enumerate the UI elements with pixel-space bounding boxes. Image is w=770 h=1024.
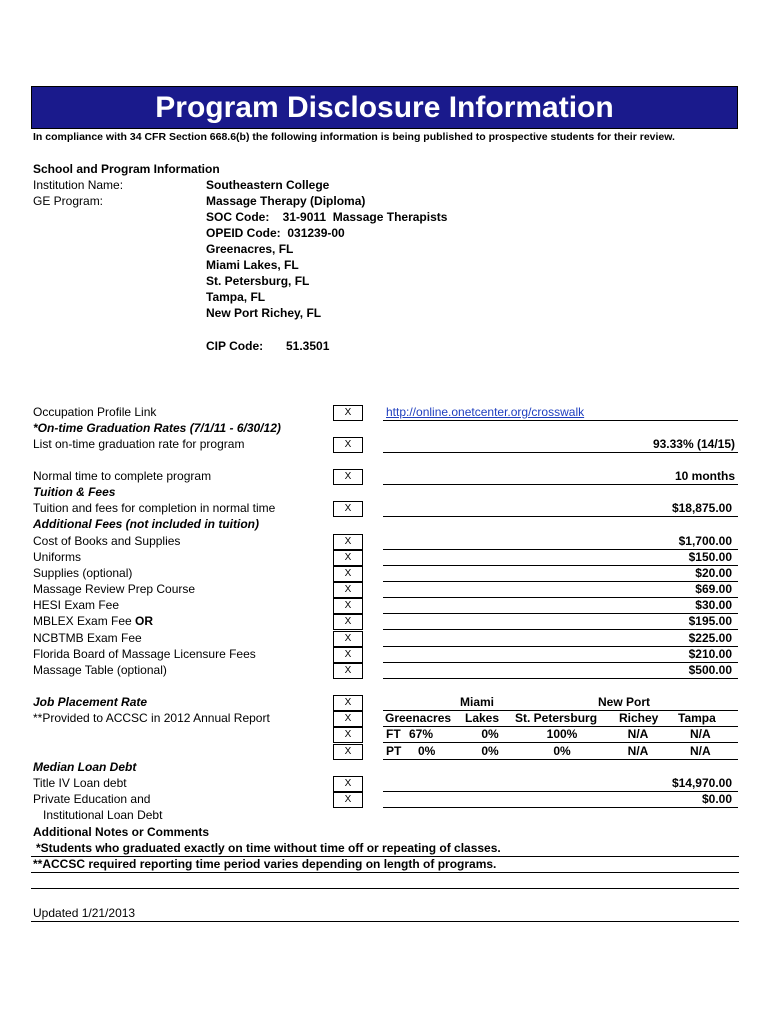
fee-label: Uniforms (33, 550, 82, 564)
fee-label: Supplies (optional) (33, 566, 133, 580)
fee-label-row (33, 614, 153, 629)
title4-value: $14,970.00 (671, 776, 732, 790)
title-banner (31, 86, 738, 129)
note-1: *Students who graduated exactly on time without time off or repeating of classes. (36, 841, 501, 855)
ft-label: FT (386, 727, 401, 741)
fee-value: $20.00 (695, 566, 732, 580)
col-st-petersburg: St. Petersburg (515, 711, 598, 725)
normal-time-value: 10 months (674, 469, 735, 483)
location-greenacres: Greenacres, FL (206, 242, 294, 256)
fee-mark: X (333, 582, 363, 598)
col-richey: Richey (619, 711, 659, 725)
title4-mark: X (333, 776, 363, 792)
fee-label: Florida Board of Massage Licensure Fees (33, 647, 256, 661)
private-label-2: Institutional Loan Debt (43, 808, 163, 822)
cip-value: 51.3501 (286, 339, 330, 353)
private-value: $0.00 (701, 792, 732, 806)
soc-code: SOC Code: 31-9011 Massage Therapists (206, 210, 448, 224)
private-label: Private Education and (33, 792, 151, 806)
occupation-label: Occupation Profile Link (33, 405, 157, 419)
fee-label: Massage Table (optional) (33, 663, 167, 677)
placement-heading: Job Placement Rate (33, 695, 148, 709)
divider (383, 759, 738, 760)
notes-heading: Additional Notes or Comments (33, 825, 210, 839)
divider (383, 678, 738, 679)
ontime-mark: X (333, 437, 363, 453)
divider (383, 742, 738, 743)
pt-lakes: 0% (481, 744, 499, 758)
tuition-label: Tuition and fees for completion in normal time (33, 501, 276, 515)
fee-label: Massage Review Prep Course (33, 582, 196, 596)
institution-label: Institution Name: (33, 178, 124, 192)
pt-st-petersburg: 0% (553, 744, 571, 758)
fee-value: $69.00 (695, 582, 732, 596)
col-new-port: New Port (597, 695, 650, 709)
divider (383, 420, 738, 421)
fee-value: $150.00 (688, 550, 732, 564)
occupation-mark: X (333, 405, 363, 421)
placement-mark: X (333, 727, 363, 743)
fee-value: $225.00 (688, 631, 732, 645)
pt-richey: N/A (627, 744, 649, 758)
placement-mark: X (333, 711, 363, 727)
ontime-label: List on-time graduation rate for program (33, 437, 245, 451)
ontime-heading: *On-time Graduation Rates (7/1/11 - 6/30/12) (33, 421, 281, 435)
fee-mark: X (333, 614, 363, 630)
divider (383, 516, 738, 517)
tuition-mark: X (333, 501, 363, 517)
placement-mark: X (333, 695, 363, 711)
fee-label: NCBTMB Exam Fee (33, 631, 142, 645)
col-greenacres: Greenacres (385, 711, 452, 725)
ft-greenacres: 67% (409, 727, 434, 741)
location-st-petersburg: St. Petersburg, FL (206, 274, 310, 288)
title4-label: Title IV Loan debt (33, 776, 127, 790)
placement-mark: X (333, 744, 363, 760)
additional-fees-heading: Additional Fees (not included in tuition) (33, 517, 259, 531)
fee-mark: X (333, 647, 363, 663)
page-title: Program Disclosure Information (155, 91, 614, 124)
fee-value: $500.00 (688, 663, 732, 677)
tuition-heading: Tuition & Fees (33, 485, 116, 499)
institution-value: Southeastern College (206, 178, 330, 192)
ft-tampa: N/A (690, 727, 711, 741)
divider (31, 921, 739, 922)
fee-mark: X (333, 534, 363, 550)
col-lakes: Lakes (465, 711, 500, 725)
col-tampa: Tampa (678, 711, 716, 725)
fee-value: $1,700.00 (678, 534, 732, 548)
fee-label: MBLEX Exam Fee (33, 614, 132, 628)
program-label: GE Program: (33, 194, 104, 208)
normal-time-mark: X (333, 469, 363, 485)
pt-tampa: N/A (690, 744, 711, 758)
fee-value: $210.00 (688, 647, 732, 661)
fee-label: Cost of Books and Supplies (33, 534, 181, 548)
divider (383, 807, 738, 808)
location-tampa: Tampa, FL (206, 290, 266, 304)
cip-label: CIP Code: (206, 339, 264, 353)
divider (31, 888, 739, 889)
fee-value: $195.00 (688, 614, 732, 628)
occupation-link[interactable]: http://online.onetcenter.org/crosswalk (386, 405, 585, 419)
fee-mark: X (333, 550, 363, 566)
ft-richey: N/A (627, 727, 649, 741)
fee-value: $30.00 (695, 598, 732, 612)
pt-greenacres: 0% (418, 744, 436, 758)
private-mark: X (333, 792, 363, 808)
fee-mark: X (333, 566, 363, 582)
fee-label-or: OR (135, 614, 154, 628)
ontime-value: 93.33% (14/15) (652, 437, 735, 451)
school-info-heading: School and Program Information (33, 162, 220, 176)
compliance-text: In compliance with 34 CFR Section 668.6(b) the following information is being published to prospective students for their review. (33, 131, 675, 143)
pt-label: PT (386, 744, 402, 758)
ft-lakes: 0% (481, 727, 499, 741)
fee-mark: X (333, 598, 363, 614)
normal-time-label: Normal time to complete program (33, 469, 212, 483)
ft-st-petersburg: 100% (546, 727, 578, 741)
divider (383, 484, 738, 485)
fee-label: HESI Exam Fee (33, 598, 120, 612)
divider (383, 452, 738, 453)
location-miami-lakes: Miami Lakes, FL (206, 258, 299, 272)
fee-mark: X (333, 663, 363, 679)
loan-heading: Median Loan Debt (33, 760, 137, 774)
tuition-value: $18,875.00 (671, 501, 732, 515)
col-miami: Miami (459, 695, 494, 709)
note-2: **ACCSC required reporting time period varies depending on length of programs. (33, 857, 497, 871)
updated-date: Updated 1/21/2013 (33, 906, 136, 920)
divider (383, 629, 738, 630)
fee-mark: X (333, 631, 363, 647)
program-value: Massage Therapy (Diploma) (206, 194, 366, 208)
location-new-port-richey: New Port Richey, FL (206, 306, 322, 320)
divider (31, 872, 739, 873)
opeid-code: OPEID Code: 031239-00 (206, 226, 345, 240)
placement-note: **Provided to ACCSC in 2012 Annual Report (33, 711, 270, 725)
